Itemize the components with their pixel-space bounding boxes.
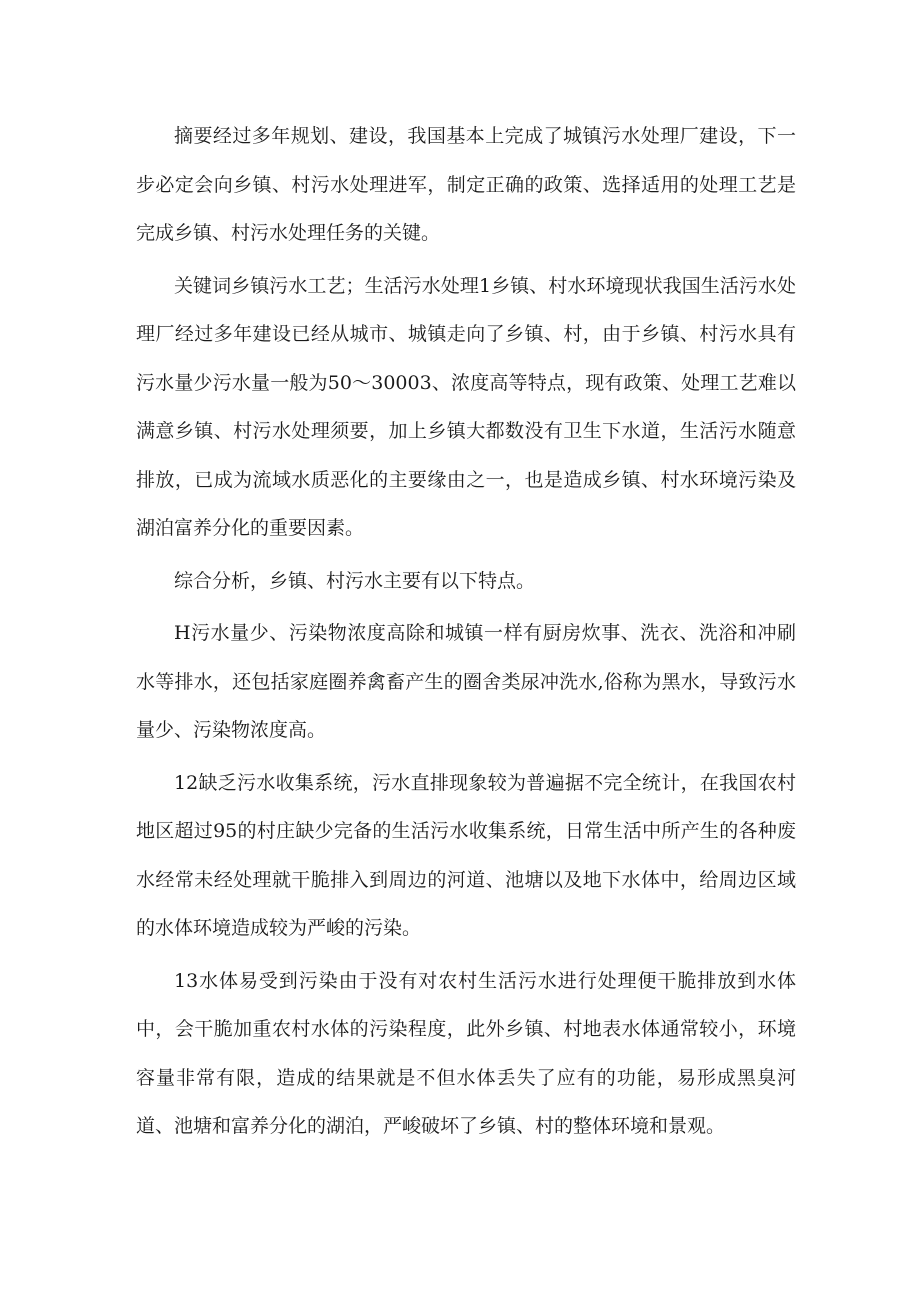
- feature-paragraph-1: H污水量少、污染物浓度高除和城镇一样有厨房炊事、洗衣、洗浴和冲刷水等排水，还包括家庭圈养禽畜产生的圈舍类尿冲洗水,俗称为黑水，导致污水量少、污染物浓度高。: [136, 622, 796, 741]
- analysis-paragraph: 综合分析，乡镇、村污水主要有以下特点。: [174, 569, 536, 592]
- document-body: [136, 112, 796, 1155]
- feature-paragraph-2: 12缺乏污水收集系统，污水直排现象较为普遍据不完全统计，在我国农村地区超过95的村庄缺少完备的生活污水收集系统，日常生活中所产生的各种废水经常未经处理就干脆排入到周边的河道、池塘以及地下水体中，给周边区域的水体环境造成较为严峻的污染。: [136, 771, 796, 939]
- keywords-paragraph: 关键词乡镇污水工艺；生活污水处理1乡镇、村水环境现状我国生活污水处理厂经过多年建设已经从城市、城镇走向了乡镇、村，由于乡镇、村污水具有污水量少污水量一般为50～30003、浓度高等特点，现有政策、处理工艺难以满意乡镇、村污水处理须要，加上乡镇大都数没有卫生下水道，生活污水随意排放，已成为流域水质恶化的主要缘由之一，也是造成乡镇、村水环境污染及湖泊富养分化的重要因素。: [136, 274, 796, 539]
- feature-paragraph-3: 13水体易受到污染由于没有对农村生活污水进行处理便干脆排放到水体中，会干脆加重农村水体的污染程度，此外乡镇、村地表水体通常较小，环境容量非常有限，造成的结果就是不但水体丢失了应有的功能，易形成黑臭河道、池塘和富养分化的湖泊，严峻破坏了乡镇、村的整体环境和景观。: [136, 969, 796, 1137]
- abstract-paragraph: 摘要经过多年规划、建设，我国基本上完成了城镇污水处理厂建设，下一步必定会向乡镇、村污水处理进军，制定正确的政策、选择适用的处理工艺是完成乡镇、村污水处理任务的关键。: [136, 125, 796, 244]
